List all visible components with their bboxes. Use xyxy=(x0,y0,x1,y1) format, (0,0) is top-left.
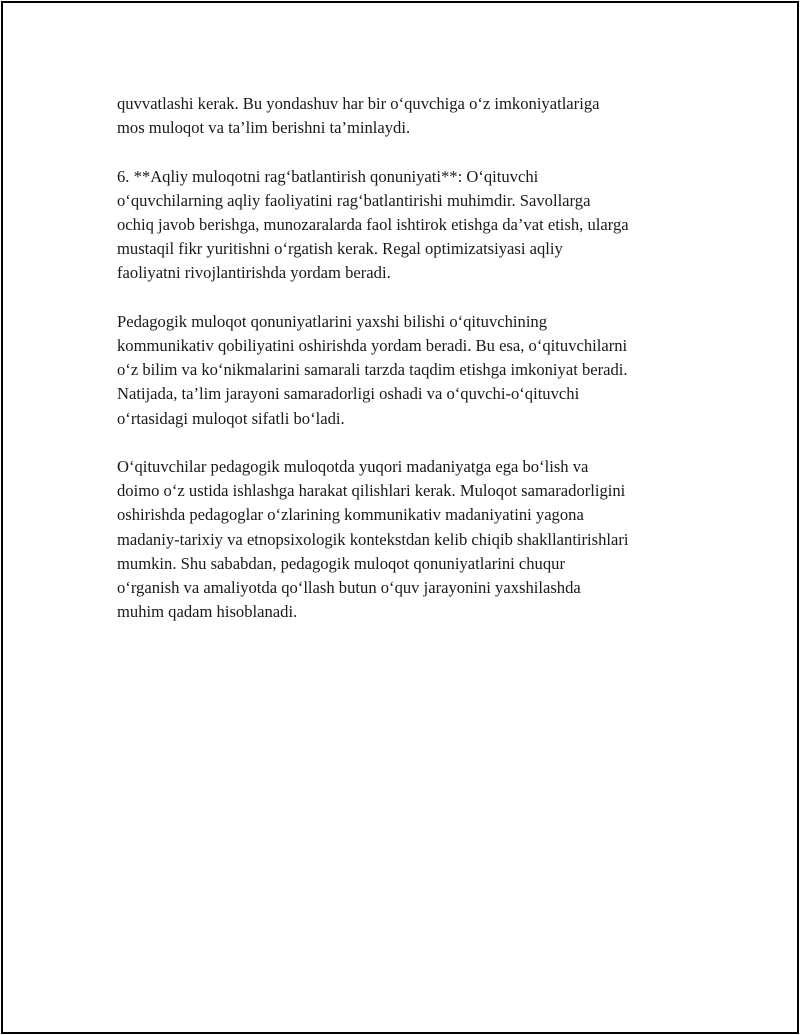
text-line: muhim qadam hisoblanadi. xyxy=(117,602,298,622)
text-line: Natijada, ta’lim jarayoni samaradorligi oshadi va o‘quvchi-o‘qituvchi xyxy=(117,384,580,404)
document-body xyxy=(117,92,692,649)
text-line: ochiq javob berishga, munozaralarda faol ishtirok etishga da’vat etish, ularga xyxy=(117,215,629,234)
text-line: mumkin. Shu sababdan, pedagogik muloqot qonuniyatlarini chuqur xyxy=(117,553,565,573)
text-line: o‘z bilim va ko‘nikmalarini samarali tarzda taqdim etishga imkoniyat beradi. xyxy=(117,360,628,380)
paragraph-conclusion xyxy=(117,455,692,624)
text-line: mos muloqot va ta’lim berishni ta’minlaydi. xyxy=(117,118,411,138)
text-line: quvvatlashi kerak. Bu yondashuv har bir o‘quvchiga o‘z imkoniyatlariga xyxy=(117,94,600,113)
text-line: oshirishda pedagoglar o‘zlarining kommunikativ madaniyatini yagona xyxy=(117,505,584,525)
text-line: o‘quvchilarning aqliy faoliyatini rag‘batlantirishi muhimdir. Savollarga xyxy=(117,190,591,210)
text-line: madaniy-tarixiy va etnopsixologik kontekstdan kelib chiqib shakllantirishlari xyxy=(117,529,629,549)
text-line: Pedagogik muloqot qonuniyatlarini yaxshi bilishi o‘qituvchining xyxy=(117,311,548,331)
text-line: o‘rganish va amaliyotda qo‘llash butun o‘quv jarayonini yaxshilashda xyxy=(117,578,581,598)
text-line: o‘rtasidagi muloqot sifatli bo‘ladi. xyxy=(117,408,345,428)
text-line: mustaqil fikr yuritishni o‘rgatish kerak. Regal optimizatsiyasi aqliy xyxy=(117,239,563,259)
paragraph-continuation xyxy=(117,92,692,140)
paragraph-knowledge xyxy=(117,310,692,431)
paragraph-item-6 xyxy=(117,165,692,286)
text-line: 6. **Aqliy muloqotni rag‘batlantirish qonuniyati**: O‘qituvchi xyxy=(117,166,539,186)
text-line: kommunikativ qobiliyatini oshirishda yordam beradi. Bu esa, o‘qituvchilarni xyxy=(117,336,628,355)
text-line: O‘qituvchilar pedagogik muloqotda yuqori madaniyatga ega bo‘lish va xyxy=(117,457,589,476)
text-line: faoliyatni rivojlantirishda yordam beradi. xyxy=(117,263,391,283)
text-line: doimo o‘z ustida ishlashga harakat qilishlari kerak. Muloqot samaradorligini xyxy=(117,481,626,501)
